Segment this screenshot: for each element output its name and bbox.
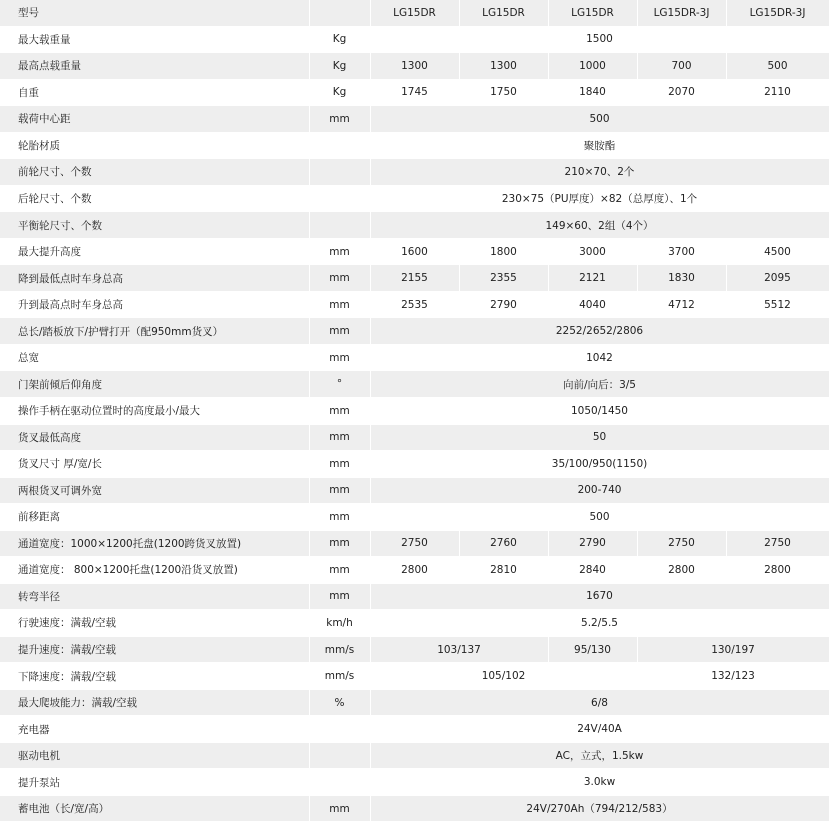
spec-value: 2252/2652/2806: [370, 318, 829, 345]
spec-label: 自重: [0, 79, 309, 106]
spec-unit: mm: [309, 530, 370, 557]
spec-row: [0, 530, 829, 557]
spec-label: 门架前倾后仰角度: [0, 371, 309, 398]
spec-row: [0, 212, 829, 239]
spec-unit: [309, 742, 370, 769]
spec-unit: mm: [309, 583, 370, 610]
spec-value: 2810: [459, 557, 548, 584]
spec-value: 210×70、2个: [370, 159, 829, 186]
spec-label: 通道宽度： 800×1200托盘(1200沿货叉放置): [0, 557, 309, 584]
spec-row: [0, 557, 829, 584]
spec-value: 1300: [370, 53, 459, 80]
spec-unit: Kg: [309, 79, 370, 106]
spec-value: 230×75（PU厚度）×82（总厚度）、1个: [370, 185, 829, 212]
spec-unit: [309, 769, 370, 796]
spec-value: 1800: [459, 238, 548, 265]
spec-label: 总长/踏板放下/护臂打开（配950mm货叉）: [0, 318, 309, 345]
spec-row: [0, 583, 829, 610]
spec-unit: [309, 212, 370, 239]
spec-unit: °: [309, 371, 370, 398]
spec-value: 2750: [370, 530, 459, 557]
spec-value: 2535: [370, 291, 459, 318]
spec-row: [0, 159, 829, 186]
model-name: LG15DR: [459, 0, 548, 26]
spec-label: 最大爬坡能力：满载/空载: [0, 689, 309, 716]
spec-unit: km/h: [309, 610, 370, 637]
spec-row: [0, 344, 829, 371]
spec-value: 2790: [459, 291, 548, 318]
spec-label: 最高点载重量: [0, 53, 309, 80]
spec-unit: %: [309, 689, 370, 716]
spec-unit: mm: [309, 557, 370, 584]
spec-unit: mm: [309, 504, 370, 531]
spec-unit: [309, 716, 370, 743]
spec-unit: mm: [309, 291, 370, 318]
spec-label: 货叉尺寸 厚/宽/长: [0, 451, 309, 478]
spec-unit: mm: [309, 344, 370, 371]
spec-row: [0, 504, 829, 531]
spec-value: 103/137: [370, 636, 548, 663]
spec-value: 5512: [726, 291, 829, 318]
spec-row: [0, 106, 829, 133]
spec-value: 1500: [370, 26, 829, 53]
spec-unit: mm: [309, 238, 370, 265]
spec-value: 2110: [726, 79, 829, 106]
spec-label: 轮胎材质: [0, 132, 309, 159]
spec-label: 下降速度：满载/空载: [0, 663, 309, 690]
header-label: 型号: [0, 0, 309, 26]
spec-value: 1300: [459, 53, 548, 80]
spec-value: 4040: [548, 291, 637, 318]
spec-row: [0, 291, 829, 318]
spec-label: 货叉最低高度: [0, 424, 309, 451]
spec-label: 蓄电池（长/宽/高）: [0, 795, 309, 822]
spec-value: AC，立式，1.5kw: [370, 742, 829, 769]
spec-value: 4712: [637, 291, 726, 318]
spec-value: 500: [370, 504, 829, 531]
spec-value: 1600: [370, 238, 459, 265]
spec-unit: mm: [309, 477, 370, 504]
spec-value: 2070: [637, 79, 726, 106]
spec-unit: [309, 185, 370, 212]
spec-value: 149×60、2组（4个）: [370, 212, 829, 239]
spec-unit: mm: [309, 795, 370, 822]
spec-value: 2840: [548, 557, 637, 584]
spec-value: 95/130: [548, 636, 637, 663]
spec-label: 升到最高点时车身总高: [0, 291, 309, 318]
header-row: [0, 0, 829, 26]
spec-label: 降到最低点时车身总高: [0, 265, 309, 292]
spec-value: 200-740: [370, 477, 829, 504]
spec-value: 1042: [370, 344, 829, 371]
spec-label: 充电器: [0, 716, 309, 743]
spec-value: 50: [370, 424, 829, 451]
spec-unit: mm: [309, 451, 370, 478]
spec-label: 驱动电机: [0, 742, 309, 769]
spec-value: 35/100/950(1150): [370, 451, 829, 478]
spec-row: [0, 742, 829, 769]
model-name: LG15DR-3J: [637, 0, 726, 26]
spec-row: [0, 424, 829, 451]
spec-row: [0, 53, 829, 80]
spec-value: 2155: [370, 265, 459, 292]
spec-value: 500: [726, 53, 829, 80]
spec-value: 2800: [726, 557, 829, 584]
spec-value: 2750: [637, 530, 726, 557]
spec-label: 行驶速度：满载/空载: [0, 610, 309, 637]
spec-row: [0, 371, 829, 398]
spec-label: 两根货叉可调外宽: [0, 477, 309, 504]
spec-label: 最大载重量: [0, 26, 309, 53]
spec-value: 105/102: [370, 663, 637, 690]
spec-label: 总宽: [0, 344, 309, 371]
spec-row: [0, 689, 829, 716]
spec-label: 提升速度：满载/空载: [0, 636, 309, 663]
spec-value: 2800: [637, 557, 726, 584]
spec-label: 最大提升高度: [0, 238, 309, 265]
spec-value: 3700: [637, 238, 726, 265]
spec-row: [0, 610, 829, 637]
spec-value: 132/123: [637, 663, 829, 690]
spec-value: 4500: [726, 238, 829, 265]
spec-row: [0, 185, 829, 212]
spec-row: [0, 663, 829, 690]
spec-value: 24V/40A: [370, 716, 829, 743]
spec-value: 2800: [370, 557, 459, 584]
spec-row: [0, 318, 829, 345]
spec-row: [0, 795, 829, 822]
spec-value: 2750: [726, 530, 829, 557]
spec-row: [0, 716, 829, 743]
spec-row: [0, 26, 829, 53]
spec-value: 1840: [548, 79, 637, 106]
spec-value: 1670: [370, 583, 829, 610]
spec-value: 2355: [459, 265, 548, 292]
spec-unit: mm/s: [309, 663, 370, 690]
spec-value: 130/197: [637, 636, 829, 663]
spec-value: 5.2/5.5: [370, 610, 829, 637]
spec-value: 3.0kw: [370, 769, 829, 796]
spec-value: 2760: [459, 530, 548, 557]
spec-row: [0, 79, 829, 106]
spec-row: [0, 477, 829, 504]
spec-value: 24V/270Ah（794/212/583）: [370, 795, 829, 822]
spec-value: 2095: [726, 265, 829, 292]
spec-label: 前轮尺寸、个数: [0, 159, 309, 186]
spec-unit: mm/s: [309, 636, 370, 663]
spec-value: 聚胺酯: [370, 132, 829, 159]
spec-value: 1050/1450: [370, 397, 829, 424]
spec-label: 后轮尺寸、个数: [0, 185, 309, 212]
model-name: LG15DR: [548, 0, 637, 26]
spec-unit: [309, 159, 370, 186]
spec-unit: mm: [309, 318, 370, 345]
spec-unit: [309, 132, 370, 159]
spec-value: 500: [370, 106, 829, 133]
spec-label: 前移距离: [0, 504, 309, 531]
spec-unit: Kg: [309, 53, 370, 80]
spec-row: [0, 769, 829, 796]
spec-label: 操作手柄在驱动位置时的高度最小/最大: [0, 397, 309, 424]
spec-value: 700: [637, 53, 726, 80]
header-unit: [309, 0, 370, 26]
spec-row: [0, 132, 829, 159]
spec-value: 3000: [548, 238, 637, 265]
spec-value: 2790: [548, 530, 637, 557]
spec-unit: mm: [309, 106, 370, 133]
spec-value: 1750: [459, 79, 548, 106]
spec-label: 提升泵站: [0, 769, 309, 796]
spec-value: 1000: [548, 53, 637, 80]
spec-row: [0, 451, 829, 478]
spec-label: 通道宽度：1000×1200托盘(1200跨货叉放置): [0, 530, 309, 557]
spec-unit: mm: [309, 397, 370, 424]
spec-unit: mm: [309, 424, 370, 451]
spec-value: 6/8: [370, 689, 829, 716]
spec-label: 载荷中心距: [0, 106, 309, 133]
spec-unit: Kg: [309, 26, 370, 53]
spec-label: 平衡轮尺寸、个数: [0, 212, 309, 239]
spec-value: 向前/向后：3/5: [370, 371, 829, 398]
spec-row: [0, 265, 829, 292]
model-name: LG15DR: [370, 0, 459, 26]
spec-unit: mm: [309, 265, 370, 292]
spec-row: [0, 397, 829, 424]
spec-value: 1830: [637, 265, 726, 292]
spec-label: 转弯半径: [0, 583, 309, 610]
spec-value: 1745: [370, 79, 459, 106]
spec-row: [0, 636, 829, 663]
spec-value: 2121: [548, 265, 637, 292]
model-name: LG15DR-3J: [726, 0, 829, 26]
spec-row: [0, 238, 829, 265]
